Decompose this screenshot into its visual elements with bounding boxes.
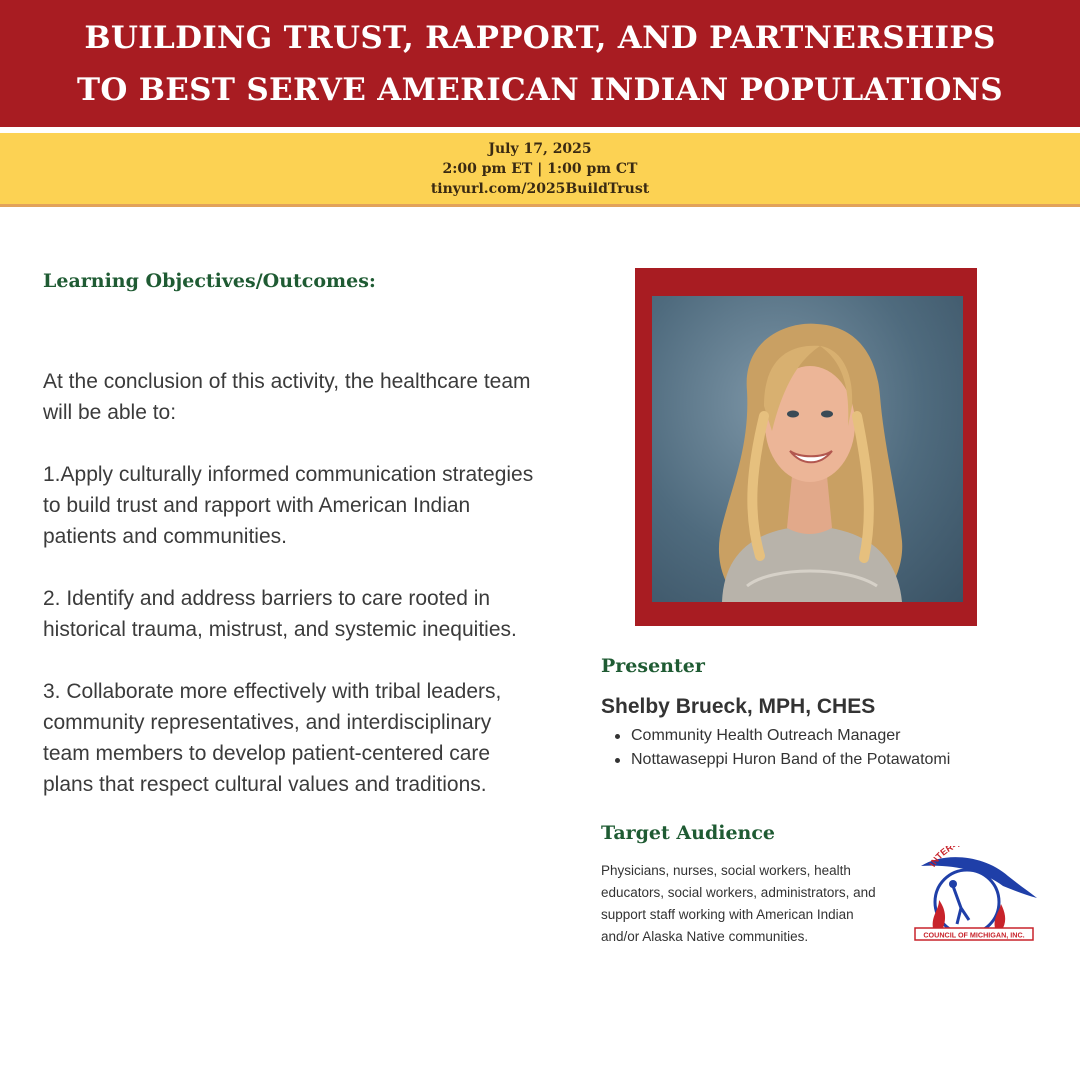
event-info-band (0, 133, 1080, 207)
objectives-body (43, 366, 543, 831)
event-time: 2:00 pm ET | 1:00 pm CT (442, 160, 638, 177)
logo-emblem-icon (913, 846, 1039, 942)
presenter-photo (652, 296, 963, 602)
objective-item-3: 3. Collaborate more effectively with tribal leaders, community representatives, and interdisciplinary team members to develop patient-centered care plans that respect cultural values and traditions. (43, 680, 502, 796)
presenter-heading: Presenter (601, 655, 705, 677)
presenter-detail-title: Community Health Outreach Manager (612, 724, 950, 748)
logo-top-text: INTER (927, 846, 955, 869)
objective-item-1: 1.Apply culturally informed communication strategies to build trust and rapport with American Indian patients and communities. (43, 463, 534, 548)
logo-bottom-text: COUNCIL OF MICHIGAN, INC. (923, 930, 1025, 940)
objectives-intro: At the conclusion of this activity, the healthcare team will be able to: (43, 370, 531, 424)
inter-tribal-council-logo (913, 846, 1039, 942)
presenter-photo-frame (635, 268, 977, 626)
title-banner (0, 0, 1080, 130)
presenter-details-list (612, 724, 950, 772)
presenter-detail-affiliation: Nottawaseppi Huron Band of the Potawatomi (612, 748, 950, 772)
audience-text: Physicians, nurses, social workers, health educators, social workers, administrators, and support staff working with American Indian and/or Alaska Native communities. (601, 863, 876, 944)
presenter-name: Shelby Brueck, MPH, CHES (601, 695, 876, 718)
objective-item-2: 2. Identify and address barriers to care rooted in historical trauma, mistrust, and systemic inequities. (43, 587, 517, 641)
audience-heading: Target Audience (601, 822, 776, 844)
presenter-portrait-illustration (652, 296, 963, 602)
title-line-1: BUILDING TRUST, RAPPORT, AND PARTNERSHIPS (84, 19, 996, 56)
title-line-2: TO BEST SERVE AMERICAN INDIAN POPULATIONS (76, 71, 1003, 108)
event-link[interactable]: tinyurl.com/2025BuildTrust (430, 180, 650, 197)
objectives-heading: Learning Objectives/Outcomes: (43, 270, 376, 292)
event-date: July 17, 2025 (488, 140, 592, 157)
